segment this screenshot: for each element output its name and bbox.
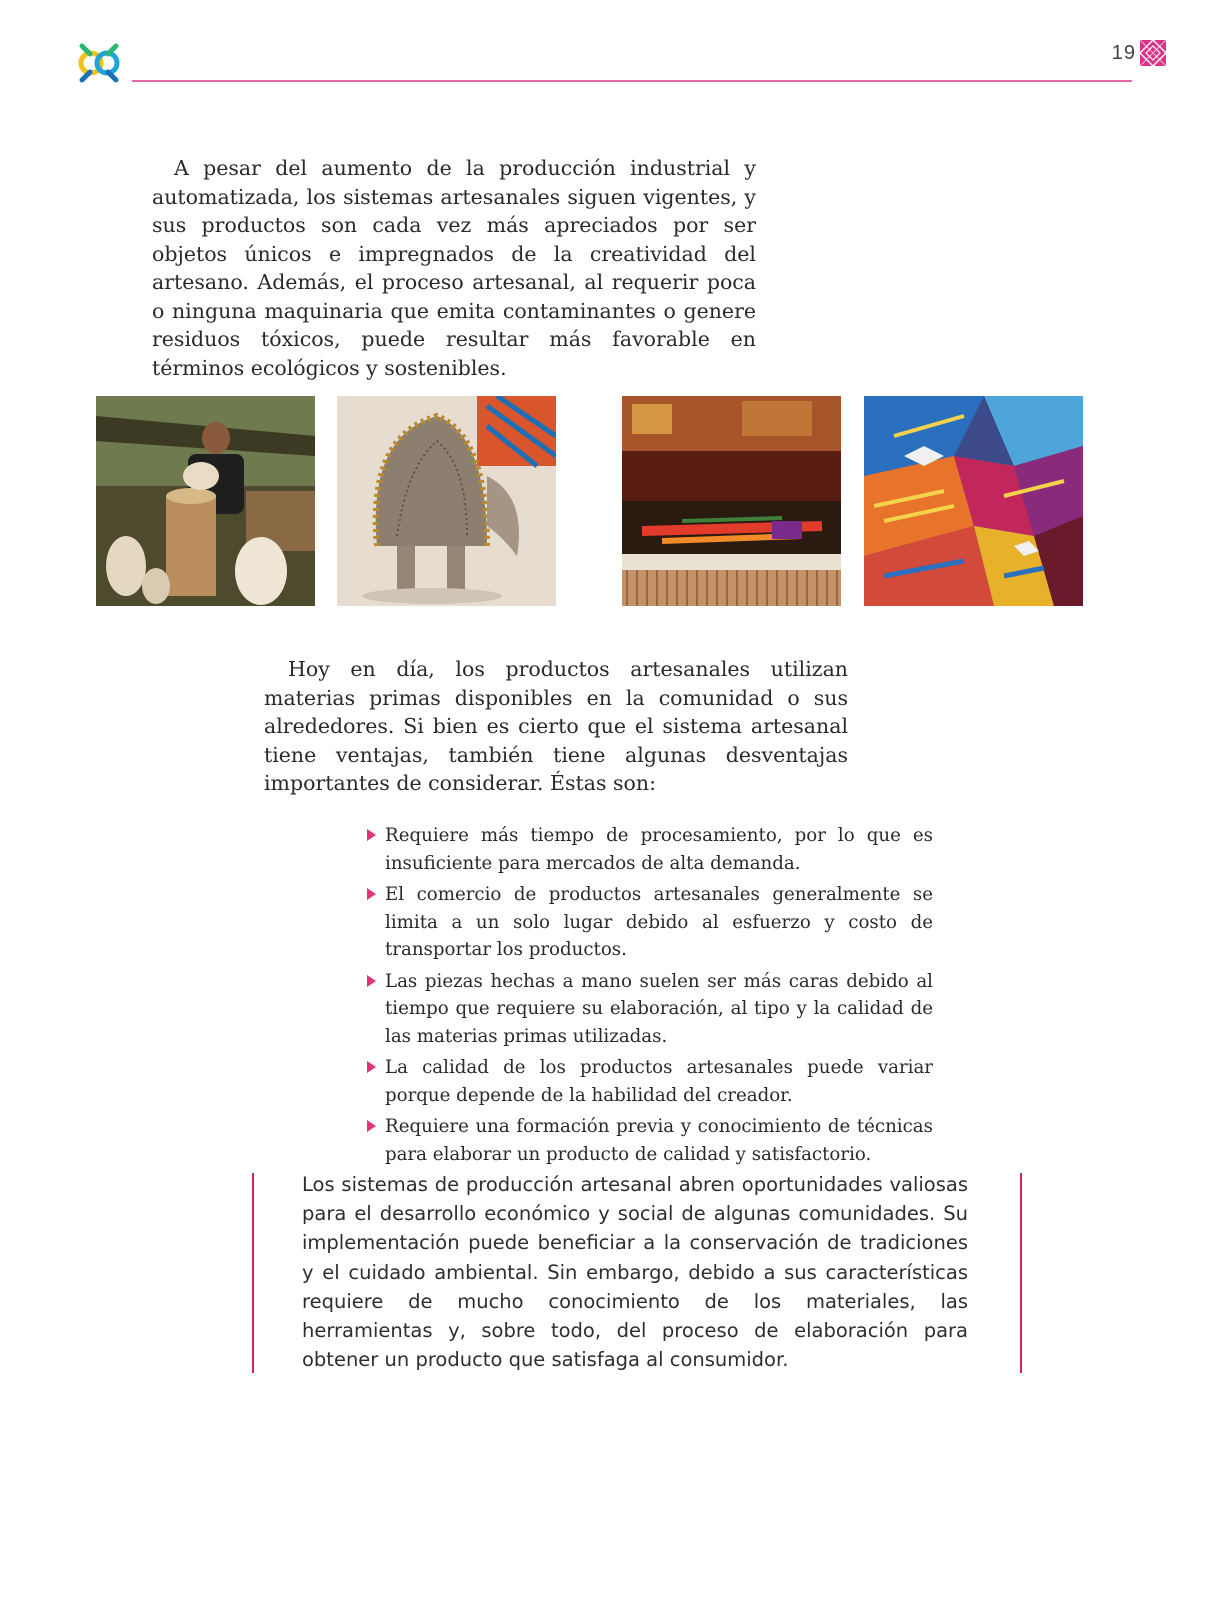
- intro-section: [152, 154, 756, 382]
- list-item: [365, 822, 933, 877]
- intro-paragraph: A pesar del aumento de la producción industrial y automatizada, los sistemas artesanales siguen vigentes, y sus productos son cada vez más apreciados por ser objetos únicos e impregnados de la creatividad del artesano. Además, el proceso artesanal, al requerir poca o ninguna maquinaria que emita contaminantes o genere residuos tóxicos, puede resultar más favorable en términos ecológicos y sostenibles.: [152, 156, 756, 380]
- triangle-bullet-icon: [367, 1061, 376, 1073]
- list-item-text: Requiere más tiempo de procesamiento, por lo que es insuficiente para mercados de alta demanda.: [385, 825, 933, 874]
- list-item-text: El comercio de productos artesanales generalmente se limita a un solo lugar debido al esfuerzo y costo de transportar los productos.: [385, 884, 933, 960]
- raw-materials-paragraph: Hoy en día, los productos artesanales utilizan materias primas disponibles en la comunidad o sus alrededores. Si bien es cierto que el sistema artesanal tiene ventajas, también tiene algunas desventajas importantes de considerar. Éstas son:: [264, 657, 848, 795]
- alebrije-photo: [337, 396, 556, 606]
- page-number: 19: [1111, 42, 1136, 64]
- page-corner-pattern-icon: [1140, 40, 1166, 66]
- loom-photo: [622, 396, 841, 606]
- list-item-text: Las piezas hechas a mano suelen ser más caras debido al tiempo que requiere su elaboración, al tipo y la calidad de las materias primas utilizadas.: [385, 970, 933, 1047]
- disadvantages-list: [365, 822, 933, 1172]
- header-rule: [132, 80, 1132, 82]
- woven-rugs-photo: [864, 396, 1083, 606]
- woodcarver-photo: [96, 396, 315, 606]
- callout-paragraph: Los sistemas de producción artesanal abren oportunidades valiosas para el desarrollo económico y social de algunas comunidades. Su implementación puede beneficiar a la conservación de tradiciones y el cuidado ambiental. Sin embargo, debido a sus características requiere de mucho conocimiento de los materiales, las herramientas y, sobre todo, del proceso de elaboración para obtener un producto que satisfaga al consumidor.: [302, 1173, 968, 1372]
- list-item: [365, 1113, 933, 1168]
- photo-strip: [0, 396, 1214, 606]
- list-item-text: Requiere una formación previa y conocimiento de técnicas para elaborar un producto de calidad y satisfactorio.: [385, 1116, 933, 1165]
- callout-right-bar: [1020, 1173, 1022, 1373]
- triangle-bullet-icon: [367, 888, 376, 900]
- list-item-text: La calidad de los productos artesanales puede variar porque depende de la habilidad del creador.: [385, 1057, 933, 1106]
- triangle-bullet-icon: [367, 1120, 376, 1132]
- list-item: [365, 881, 933, 964]
- triangle-bullet-icon: [367, 975, 376, 987]
- triangle-bullet-icon: [367, 829, 376, 841]
- raw-materials-section: [264, 655, 848, 798]
- knot-logo-icon: [76, 40, 122, 86]
- list-item: [365, 1054, 933, 1109]
- list-item: [365, 968, 933, 1051]
- callout-left-bar: [252, 1173, 254, 1373]
